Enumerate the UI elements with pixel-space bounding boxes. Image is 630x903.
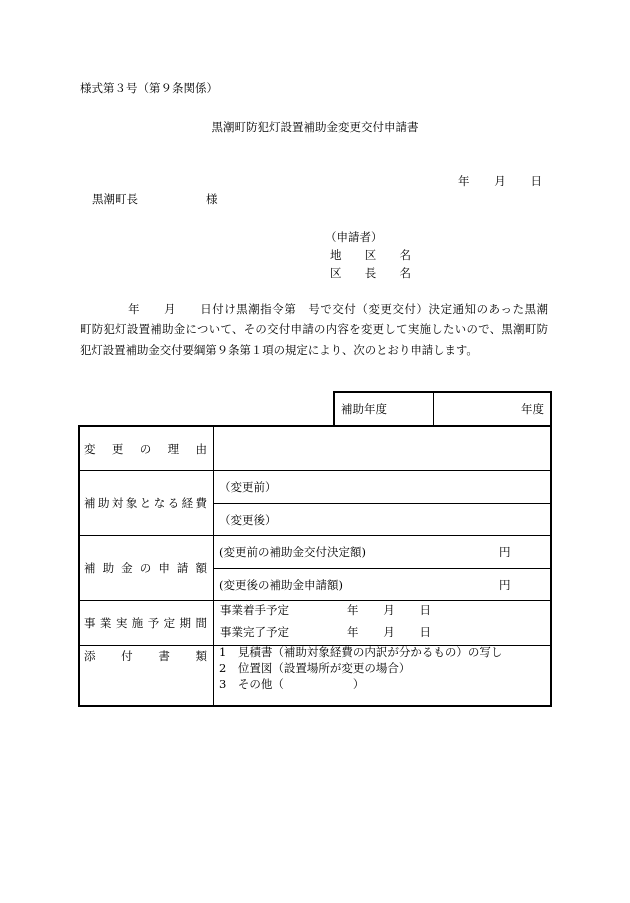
distributed-char — [376, 266, 388, 280]
distributed-char: な — [153, 496, 166, 510]
attachment-item: 3 その他（ ） — [219, 677, 365, 691]
distributed-char: 間 — [195, 616, 207, 630]
table-column-divider — [213, 426, 214, 706]
distributed-char: と — [139, 496, 152, 510]
distributed-char: 変 — [84, 441, 96, 456]
distributed-char — [342, 248, 354, 262]
distributed-char — [407, 603, 419, 617]
distributed-char: 更 — [111, 441, 124, 456]
distributed-char: 事 — [84, 616, 96, 630]
body-line-3: 犯灯設置補助金交付要綱第９条第１項の規定により、次のとおり申請します。 — [80, 343, 478, 357]
body-line-1: 年 月 日付け黒潮指令第 号で交付（変更交付）決定通知のあった黒潮 — [80, 302, 548, 316]
distributed-char — [353, 266, 365, 280]
distributed-char: 書 — [158, 649, 170, 663]
distributed-char: 象 — [125, 496, 138, 510]
distributed-char — [376, 248, 388, 262]
distributed-char: 助 — [102, 561, 115, 575]
expenses-label — [84, 471, 207, 535]
distributed-char: 年 — [347, 625, 359, 639]
period-start-date — [347, 603, 431, 617]
district-chief-label — [330, 266, 411, 280]
distributed-char: 申 — [158, 561, 170, 575]
distributed-char: 予 — [147, 616, 160, 630]
distributed-char — [395, 603, 407, 617]
period-label — [84, 601, 207, 645]
distributed-char — [395, 625, 407, 639]
distributed-char: 区 — [364, 248, 377, 262]
distributed-char: 長 — [364, 266, 377, 280]
distributed-char: 区 — [330, 266, 342, 280]
distributed-char: 施 — [131, 616, 144, 630]
distributed-char — [470, 174, 482, 188]
distributed-char: 日 — [419, 625, 431, 639]
distributed-char — [342, 266, 354, 280]
expenses-after: （変更後） — [219, 512, 277, 527]
district-name-label — [330, 248, 411, 262]
distributed-char: 実 — [115, 616, 128, 630]
distributed-char: 由 — [195, 441, 207, 456]
distributed-char: る — [167, 496, 180, 510]
body-line-2: 町防犯灯設置補助金について、その交付申請の内容を変更して実施したいので、黒潮町防 — [80, 322, 548, 336]
distributed-char: 額 — [195, 561, 207, 575]
distributed-char: 業 — [99, 616, 112, 630]
fiscal-year-unit: 年度 — [521, 402, 544, 416]
attachment-item: 1 見積書（補助対象経費の内訳が分かるもの）の写し — [219, 645, 503, 659]
distributed-char — [359, 625, 371, 639]
distributed-char: の — [139, 441, 152, 456]
attachment-item: 2 位置図（設置場所が変更の場合） — [219, 661, 411, 675]
distributed-char: 金 — [121, 561, 133, 575]
distributed-char: 類 — [195, 649, 207, 663]
distributed-char: 請 — [176, 561, 189, 575]
distributed-char — [388, 266, 400, 280]
distributed-char: 補 — [84, 496, 96, 510]
distributed-char — [353, 248, 365, 262]
distributed-char — [388, 248, 400, 262]
distributed-char: 年 — [458, 174, 470, 188]
attachments-label — [84, 649, 207, 663]
distributed-char: の — [139, 561, 152, 575]
distributed-char — [506, 174, 518, 188]
distributed-char: 年 — [347, 603, 359, 617]
distributed-char: 日 — [530, 174, 542, 188]
distributed-char — [407, 625, 419, 639]
document-title: 黒潮町防犯灯設置補助金変更交付申請書 — [211, 120, 419, 134]
addressee-name: 黒潮町長 — [92, 192, 138, 206]
distributed-char: 補 — [84, 561, 96, 575]
distributed-char: 対 — [111, 496, 124, 510]
distributed-char: 地 — [330, 248, 342, 262]
distributed-char: 日 — [419, 603, 431, 617]
distributed-char: 費 — [195, 496, 207, 510]
amount-after-unit: 円 — [499, 577, 511, 592]
amount-after: (変更後の補助金申請額) — [219, 577, 343, 592]
distributed-char: 月 — [383, 603, 395, 617]
period-end-label: 事業完了予定 — [220, 625, 289, 639]
distributed-char: 期 — [179, 616, 192, 630]
form-number: 様式第３号（第９条関係） — [80, 81, 218, 95]
distributed-char: 月 — [383, 625, 395, 639]
period-start-label: 事業着手予定 — [220, 603, 289, 617]
distributed-char: 定 — [163, 616, 176, 630]
amount-before: (変更前の補助金交付決定額) — [219, 545, 366, 559]
addressee-honorific: 様 — [206, 192, 218, 206]
distributed-char — [482, 174, 494, 188]
applicant-heading: （申請者） — [325, 230, 383, 244]
application-date — [458, 174, 542, 188]
distributed-char: 助 — [97, 496, 110, 510]
distributed-char — [518, 174, 530, 188]
distributed-char — [359, 603, 371, 617]
distributed-char: 名 — [399, 266, 411, 280]
expenses-before: （変更前） — [219, 480, 277, 494]
amount-label — [84, 536, 207, 600]
fiscal-year-label: 補助年度 — [341, 402, 387, 416]
reason-label — [84, 427, 207, 470]
amount-before-unit: 円 — [499, 545, 511, 559]
distributed-char: 添 — [84, 649, 96, 663]
distributed-char: 経 — [181, 496, 194, 510]
distributed-char: 理 — [167, 441, 180, 456]
distributed-char — [371, 625, 383, 639]
distributed-char: 名 — [399, 248, 411, 262]
distributed-char: 月 — [494, 174, 506, 188]
distributed-char — [371, 603, 383, 617]
distributed-char: 付 — [121, 649, 133, 663]
period-end-date — [347, 625, 431, 639]
